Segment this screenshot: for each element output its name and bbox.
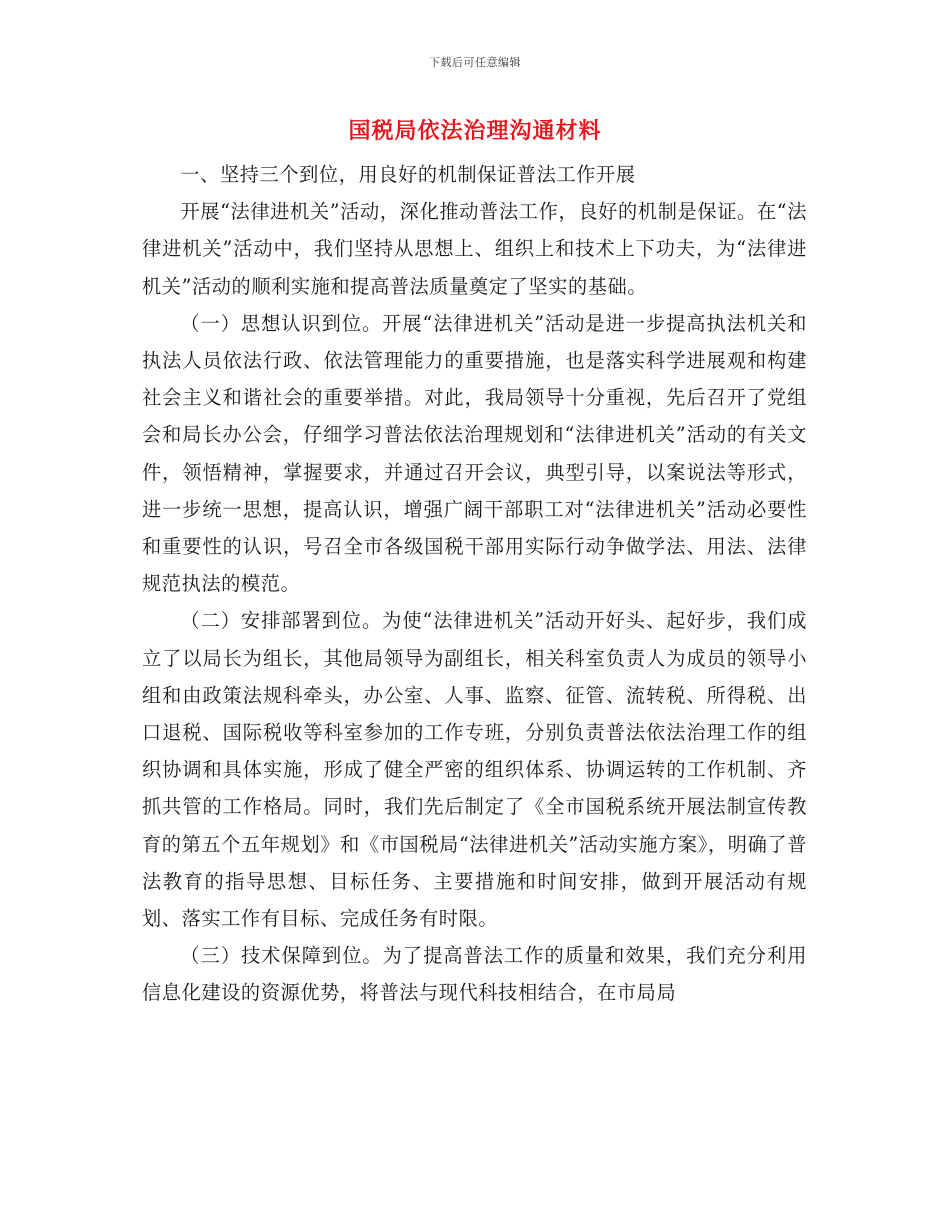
document-body <box>142 156 807 1012</box>
paragraph: （一）思想认识到位。开展“法律进机关”活动是进一步提高执法机关和执法人员依法行政、依法管理能力的重要措施，也是落实科学进展观和构建社会主义和谐社会的重要举措。对此，我局领导十分重视，先后召开了党组会和局长办公会，仔细学习普法依法治理规划和“法律进机关”活动的有关文件，领悟精神，掌握要求，并通过召开会议，典型引导，以案说法等形式，进一步统一思想，提高认识，增强广阔干部职工对“法律进机关”活动必要性和重要性的认识，号召全市各级国税干部用实际行动争做学法、用法、法律规范执法的模范。 <box>142 311 807 596</box>
section-heading: 一、坚持三个到位，用良好的机制保证普法工作开展 <box>180 163 636 186</box>
paragraph: 开展“法律进机关”活动，深化推动普法工作，良好的机制是保证。在“法律进机关”活动中，我们坚持从思想上、组织上和技术上下功夫，为“法律进机关”活动的顺利实施和提高普法质量奠定了坚实的基础。 <box>142 200 807 298</box>
paragraph: （二）安排部署到位。为使“法律进机关”活动开好头、起好步，我们成立了以局长为组长，其他局领导为副组长，相关科室负责人为成员的领导小组和由政策法规科牵头，办公室、人事、监察、征管、流转税、所得税、出口退税、国际税收等科室参加的工作专班，分别负责普法依法治理工作的组织协调和具体实施，形成了健全严密的组织体系、协调运转的工作机制、齐抓共管的工作格局。同时，我们先后制定了《全市国税系统开展法制宣传教育的第五个五年规划》和《市国税局“法律进机关”活动实施方案》，明确了普法教育的指导思想、目标任务、主要措施和时间安排，做到开展活动有规划、落实工作有目标、完成任务有时限。 <box>142 609 807 931</box>
document-title: 国税局依法治理沟通材料 <box>348 118 602 144</box>
paragraph: （三）技术保障到位。为了提高普法工作的质量和效果，我们充分利用信息化建设的资源优势，将普法与现代科技相结合，在市局局 <box>142 944 807 1005</box>
page-header-note: 下载后可任意编辑 <box>429 56 521 69</box>
